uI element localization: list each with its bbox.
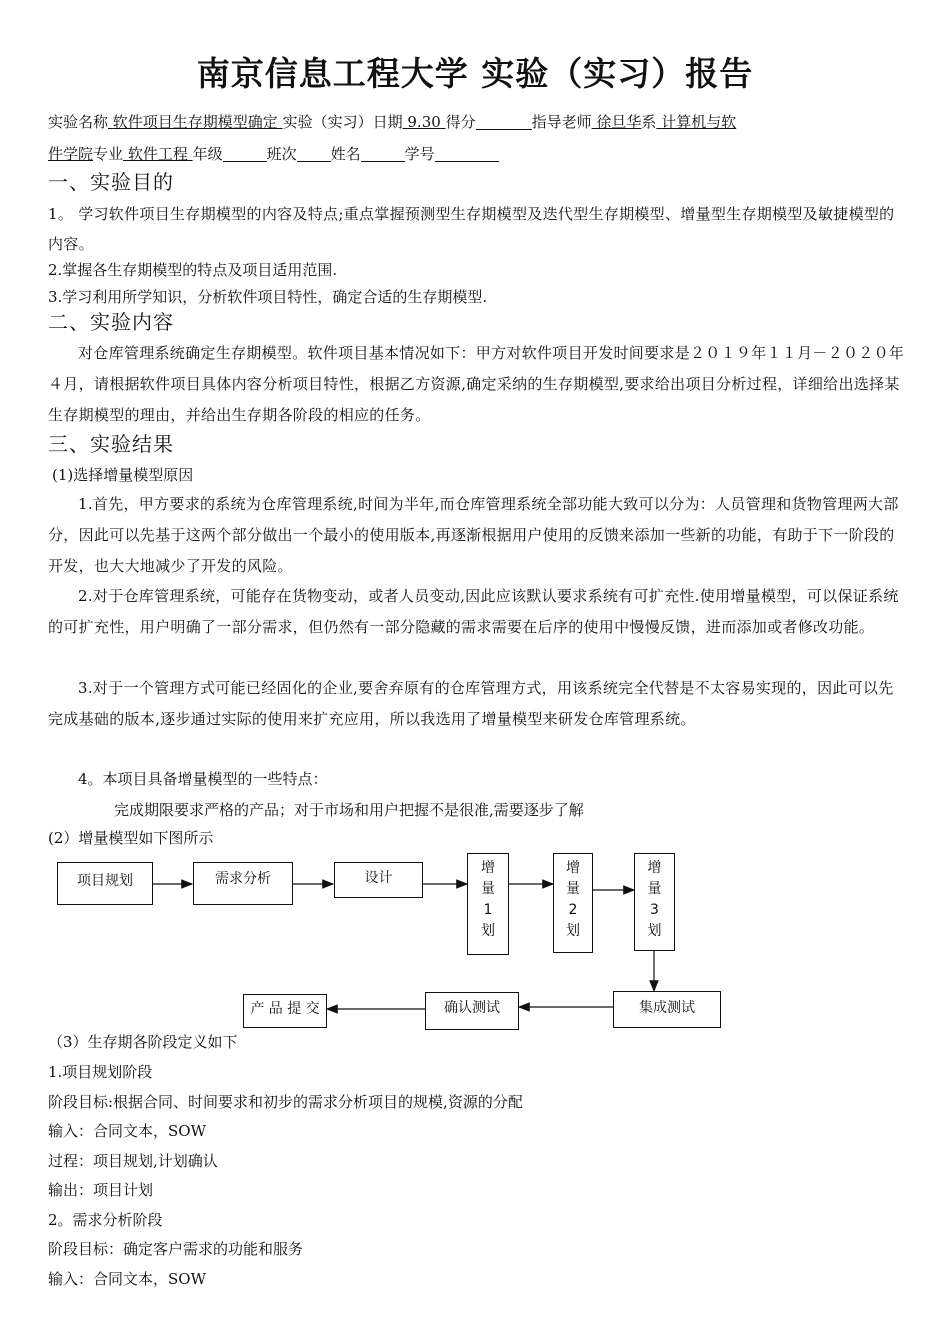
content-paragraph: 对仓库管理系统确定生存期模型。软件项目基本情况如下：甲方对软件项目开发时间要求是２０１９年１１月－２０２０年４月，请根据软件项目具体内容分析项目特性，根据乙方资源,确定采纳的生存期模型,要求给出项目分析过程，详细给出选择某生存期模型的理由，并给出生存期各阶段的相应的任务。 — [48, 344, 905, 424]
section-heading-content: 二、实验内容 — [48, 310, 174, 334]
box-increment-1: 增 量 1 划 — [467, 853, 509, 955]
exp-name-value: 软件项目生存期模型确定 — [112, 113, 278, 131]
phase-line-8: 输入：合同文本，SOW — [48, 1270, 206, 1288]
reason-3: 3.对于一个管理方式可能已经固化的企业,要舍弃原有的仓库管理方式，用该系统完全代替是不太容易实现的，因此可以先完成基础的版本,逐步通过实际的使用来扩充应用，所以我选用了增量模型来研发仓库管理系统。 — [48, 679, 894, 728]
box-design: 设计 — [334, 862, 423, 898]
date-value: 9.30 — [407, 113, 441, 131]
exp-name-label: 实验名称 — [48, 113, 109, 131]
purpose-item-3: 3.学习利用所学知识，分析软件项目特性，确定合适的生存期模型. — [48, 288, 488, 306]
subheading-reason: (1)选择增量模型原因 — [52, 466, 194, 484]
phase-line-5: 输出：项目计划 — [48, 1181, 154, 1199]
phase-line-1: 1.项目规划阶段 — [48, 1063, 153, 1081]
phase-line-7: 阶段目标：确定客户需求的功能和服务 — [48, 1240, 304, 1258]
phase-line-2: 阶段目标:根据合同、时间要求和初步的需求分析项目的规模,资源的分配 — [48, 1093, 523, 1111]
dept-value-part1: 计算机与软 — [661, 113, 737, 131]
major-value: 软件工程 — [127, 145, 188, 163]
phase-line-4: 过程：项目规划,计划确认 — [48, 1152, 218, 1170]
class-label: 班次 — [266, 145, 297, 163]
dept-label: 系 — [641, 113, 657, 131]
box-product-delivery: 产 品 提 交 — [243, 994, 327, 1028]
name-label: 姓名 — [330, 145, 361, 163]
phase-line-3: 输入：合同文本，SOW — [48, 1122, 206, 1140]
id-label: 学号 — [404, 145, 435, 163]
subheading-phases: （3）生存期各阶段定义如下 — [48, 1033, 238, 1051]
teacher-label: 指导老师 — [531, 113, 592, 131]
phase-line-6: 2。需求分析阶段 — [48, 1211, 163, 1229]
teacher-value: 徐旦华 — [596, 113, 642, 131]
page-title: 南京信息工程大学 实验（实习）报告 — [196, 54, 754, 93]
box-requirements-analysis: 需求分析 — [193, 862, 293, 905]
major-label: 专业 — [93, 145, 124, 163]
section-heading-results: 三、实验结果 — [48, 432, 174, 456]
box-increment-2: 增 量 2 划 — [553, 853, 593, 953]
box-increment-3: 增 量 3 划 — [634, 853, 675, 951]
score-label: 得分 — [445, 113, 476, 131]
reason-4: 4。本项目具备增量模型的一些特点： — [78, 770, 328, 788]
reason-4-detail: 完成期限要求严格的产品；对于市场和用户把握不是很准,需要逐步了解 — [114, 801, 584, 819]
box-project-planning: 项目规划 — [57, 862, 153, 905]
subheading-model: (2）增量模型如下图所示 — [48, 829, 214, 847]
box-integration-test: 集成测试 — [613, 991, 721, 1028]
purpose-item-1: 1。 学习软件项目生存期模型的内容及特点;重点掌握预测型生存期模型及迭代型生存期模型、增量型生存期模型及敏捷模型的内容。 — [48, 205, 895, 253]
grade-label: 年级 — [192, 145, 223, 163]
reason-2: 2.对于仓库管理系统，可能存在货物变动，或者人员变动,因此应该默认要求系统有可扩充性.使用增量模型，可以保证系统的可扩充性，用户明确了一部分需求，但仍然有一部分隐藏的需求需要在后序的使用中慢慢反馈，进而添加或者修改功能。 — [48, 587, 899, 636]
purpose-item-2: 2.掌握各生存期模型的特点及项目适用范围. — [48, 261, 338, 279]
section-heading-purpose: 一、实验目的 — [48, 170, 174, 194]
reason-1: 1.首先，甲方要求的系统为仓库管理系统,时间为半年,而仓库管理系统全部功能大致可以分为：人员管理和货物管理两大部分，因此可以先基于这两个部分做出一个最小的使用版本,再逐渐根据用户使用的反馈来添加一些新的功能，有助于下一阶段的开发，也大大地减少了开发的风险。 — [48, 495, 899, 575]
box-confirmation-test: 确认测试 — [425, 992, 519, 1030]
dept-value-part2: 件学院 — [48, 145, 94, 163]
date-label: 实验（实习）日期 — [282, 113, 403, 131]
